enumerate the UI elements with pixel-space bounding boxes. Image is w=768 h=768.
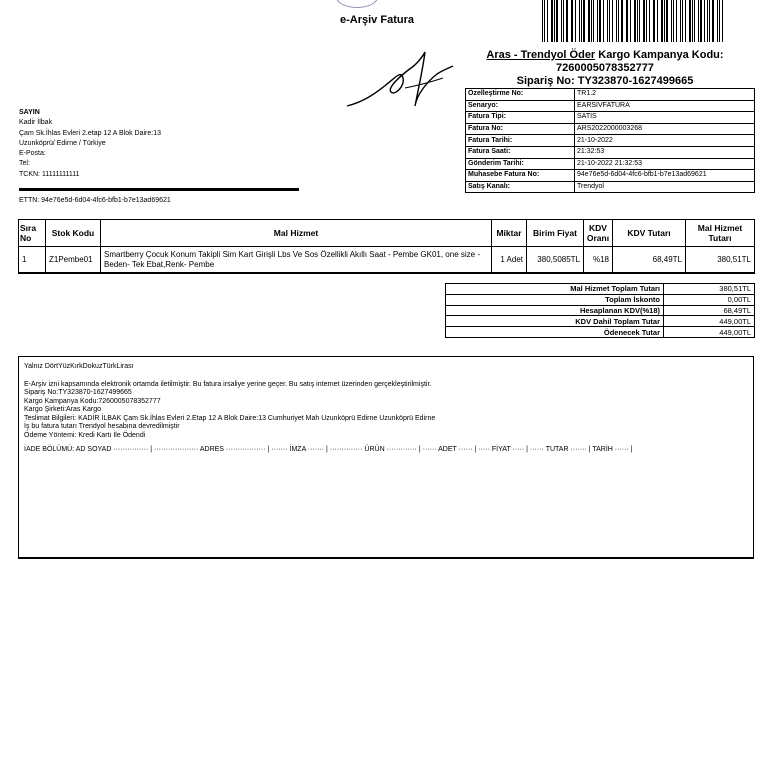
cell-mal: Smartberry Çocuk Konum Takipli Sim Kart Girişli Lbs Ve Sos Özellikli Akıllı Saat - Pembe GK01, one size - Beden- Tek Ebat,Renk- Pembe	[101, 247, 492, 273]
buyer-label: SAYIN	[19, 109, 40, 116]
cell-birim: 380,5085TL	[527, 247, 584, 273]
buyer-email: E-Posta:	[19, 150, 46, 158]
buyer-address-1: Çam Sk.İhlas Evleri 2.etap 12 A Blok Daire:13	[19, 129, 162, 137]
barcode-bar	[685, 0, 686, 42]
barcode-bar	[593, 0, 594, 42]
barcode-bar	[682, 0, 683, 42]
barcode-bar	[709, 0, 710, 42]
barcode-bar	[637, 0, 638, 42]
info-row	[466, 112, 755, 124]
barcode-bar	[657, 0, 658, 42]
ettn: ETTN: 94e76e5d-6d04-4fc6-bfb1-b7e13ad69621	[19, 197, 171, 204]
info-value: ARS2022000003268	[575, 123, 755, 135]
info-row	[466, 123, 755, 135]
info-value: SATIS	[575, 112, 755, 124]
info-row	[466, 170, 755, 182]
totals-row	[446, 327, 755, 338]
info-key: Fatura Tipi:	[466, 112, 575, 124]
info-row	[466, 158, 755, 170]
barcode-bar	[575, 0, 576, 42]
info-key: Özelleştirme No:	[466, 89, 575, 101]
barcode	[542, 0, 726, 42]
total-label: Toplam İskonto	[446, 294, 664, 305]
barcode-bar	[646, 0, 647, 42]
barcode-bar	[583, 0, 585, 42]
barcode-bar	[712, 0, 714, 42]
totals-row	[446, 294, 755, 305]
barcode-bar	[571, 0, 572, 42]
col-mal: Mal Hizmet	[101, 220, 492, 247]
note-line: İş bu fatura tutarı Trendyol hesabına devredilmiştir	[24, 423, 180, 430]
barcode-bar	[664, 0, 665, 42]
cargo-code-label: Kargo Kampanya Kodu:	[595, 49, 724, 61]
barcode-bar	[591, 0, 592, 42]
note-line: Ödeme Yöntemi: Kredi Kartı İle Ödendi	[24, 431, 146, 439]
info-key: Satış Kanalı:	[466, 181, 575, 193]
info-row	[466, 89, 755, 101]
info-key: Fatura Tarihi:	[466, 135, 575, 147]
total-value: 449,00TL	[664, 327, 755, 338]
barcode-bar	[654, 0, 655, 42]
total-label: KDV Dahil Toplam Tutar	[446, 316, 664, 327]
info-value: 21:32:53	[575, 146, 755, 158]
info-row	[466, 146, 755, 158]
info-value: EARSIVFATURA	[575, 100, 755, 112]
barcode-bar	[717, 0, 718, 42]
barcode-bar	[563, 0, 564, 42]
order-number: Sipariş No: TY323870-1627499665	[516, 75, 694, 87]
barcode-bar	[627, 0, 628, 42]
barcode-bar	[676, 0, 677, 42]
buyer-tel: Tel:	[19, 160, 30, 168]
cell-sira: 1	[19, 247, 46, 273]
cell-stok: Z1Pembe01	[46, 247, 101, 273]
divider	[18, 272, 755, 274]
total-value: 449,00TL	[664, 316, 755, 327]
note-line: Sipariş No:TY323870-1627499665	[24, 389, 132, 396]
info-value: 94e76e5d-6d04-4fc6-bfb1-b7e13ad69621	[575, 170, 755, 182]
note-line: Kargo Şirketi:Aras Kargo	[24, 406, 102, 413]
total-value: 0,00TL	[664, 294, 755, 305]
cargo-info	[450, 49, 760, 88]
col-miktar: Miktar	[492, 220, 527, 247]
items-header-row	[19, 220, 755, 247]
info-value: 21-10-2022	[575, 135, 755, 147]
barcode-bar	[588, 0, 589, 42]
barcode-bar	[626, 0, 627, 42]
logo-seal	[336, 0, 378, 8]
amount-in-words: Yalnız DörtYüzKırkDokuzTürkLirası	[24, 363, 134, 370]
totals-table	[445, 283, 755, 338]
totals-row	[446, 305, 755, 316]
info-key: Fatura Saati:	[466, 146, 575, 158]
totals-row	[446, 284, 755, 295]
barcode-bar	[666, 0, 668, 42]
barcode-bar	[643, 0, 645, 42]
barcode-bar	[609, 0, 610, 42]
info-row	[466, 135, 755, 147]
col-stok: Stok Kodu	[46, 220, 101, 247]
total-label: Ödenecek Tutar	[446, 327, 664, 338]
barcode-bar	[722, 0, 723, 42]
barcode-bar	[692, 0, 693, 42]
info-value: TR1.2	[575, 89, 755, 101]
items-table	[18, 219, 755, 273]
info-value: Trendyol	[575, 181, 755, 193]
note-line: E-Arşiv izni kapsamında elektronik ortamda iletilmiştir. Bu fatura irsaliye yerine geçer. Bu satış internet üzerinden gerçekleştirilmiştir.	[24, 380, 432, 388]
cell-miktar: 1 Adet	[492, 247, 527, 273]
buyer-address-2: Uzunköprü/ Edirne / Türkiye	[19, 139, 106, 147]
total-label: Mal Hizmet Toplam Tutarı	[446, 284, 664, 295]
info-row	[466, 100, 755, 112]
barcode-bar	[707, 0, 708, 42]
note-line: Teslimat Bilgileri: KADİR İLBAK Çam Sk.İhlas Evleri 2.Etap 12 A Blok Daire:13 Cumhuriyet Mah Uzunköprü Edirne Uzunköprü Edirne	[24, 414, 436, 422]
cargo-carrier: Aras - Trendyol Öder	[486, 49, 596, 61]
barcode-bar	[607, 0, 608, 42]
barcode-bar	[544, 0, 545, 42]
total-value: 68,49TL	[664, 305, 755, 316]
cell-mal-tutari: 380,51TL	[686, 247, 755, 273]
barcode-bar	[634, 0, 635, 42]
barcode-bar	[700, 0, 701, 42]
barcode-bar	[599, 0, 601, 42]
barcode-bar	[630, 0, 631, 42]
total-value: 380,51TL	[664, 284, 755, 295]
col-mal-tutari: Mal Hizmet Tutarı	[686, 220, 755, 247]
totals-row	[446, 316, 755, 327]
barcode-bar	[653, 0, 654, 42]
barcode-bar	[694, 0, 695, 42]
return-section: İADE BÖLÜMÜ: AD SOYAD ··············· | ··················· ADRES ················· | ······· İMZA ······· | ·············· ÜRÜN ············· | ······ ADET ······ | ····· FİYAT ····· | ······ TUTAR ······· | TARİH ······ |	[24, 446, 633, 453]
barcode-bar	[704, 0, 705, 42]
col-sira: Sıra No	[19, 220, 46, 247]
info-value: 21-10-2022 21:32:53	[575, 158, 755, 170]
note-line: Kargo Kampanya Kodu:7260005078352777	[24, 397, 161, 405]
cell-kdv-orani: %18	[584, 247, 613, 273]
buyer-block	[19, 108, 239, 180]
cell-kdv-tutari: 68,49TL	[613, 247, 686, 273]
barcode-bar	[551, 0, 553, 42]
invoice-info-table	[465, 88, 755, 193]
barcode-bar	[639, 0, 640, 42]
info-key: Senaryo:	[466, 100, 575, 112]
info-key: Muhasebe Fatura No:	[466, 170, 575, 182]
barcode-bar	[671, 0, 672, 42]
barcode-bar	[579, 0, 580, 42]
barcode-bar	[612, 0, 613, 42]
barcode-bar	[680, 0, 681, 42]
col-kdv-tutari: KDV Tutarı	[613, 220, 686, 247]
barcode-bar	[661, 0, 662, 42]
barcode-bar	[719, 0, 720, 42]
barcode-bar	[621, 0, 623, 42]
total-label: Hesaplanan KDV(%18)	[446, 305, 664, 316]
col-birim: Birim Fiyat	[527, 220, 584, 247]
barcode-bar	[616, 0, 617, 42]
barcode-bar	[554, 0, 555, 42]
barcode-bar	[698, 0, 699, 42]
table-row	[19, 247, 755, 273]
info-key: Gönderim Tarihi:	[466, 158, 575, 170]
barcode-bar	[673, 0, 674, 42]
barcode-bar	[547, 0, 548, 42]
divider	[19, 188, 299, 191]
barcode-bar	[556, 0, 557, 42]
barcode-bar	[581, 0, 582, 42]
barcode-bar	[542, 0, 543, 42]
col-kdv-orani: KDV Oranı	[584, 220, 613, 247]
barcode-bar	[566, 0, 568, 42]
barcode-bar	[597, 0, 598, 42]
barcode-bar	[689, 0, 691, 42]
buyer-tckn: TCKN: 11111111111	[19, 170, 80, 178]
barcode-bar	[572, 0, 573, 42]
barcode-bar	[603, 0, 604, 42]
cargo-code: 7260005078352777	[556, 62, 654, 74]
barcode-bar	[561, 0, 562, 42]
signature	[345, 48, 455, 114]
buyer-name: Kadir İlbak	[19, 119, 53, 127]
document-title: e-Arşiv Fatura	[340, 14, 414, 26]
barcode-bar	[618, 0, 619, 42]
notes-box	[18, 356, 754, 559]
info-row	[466, 181, 755, 193]
barcode-bar	[649, 0, 650, 42]
info-key: Fatura No:	[466, 123, 575, 135]
